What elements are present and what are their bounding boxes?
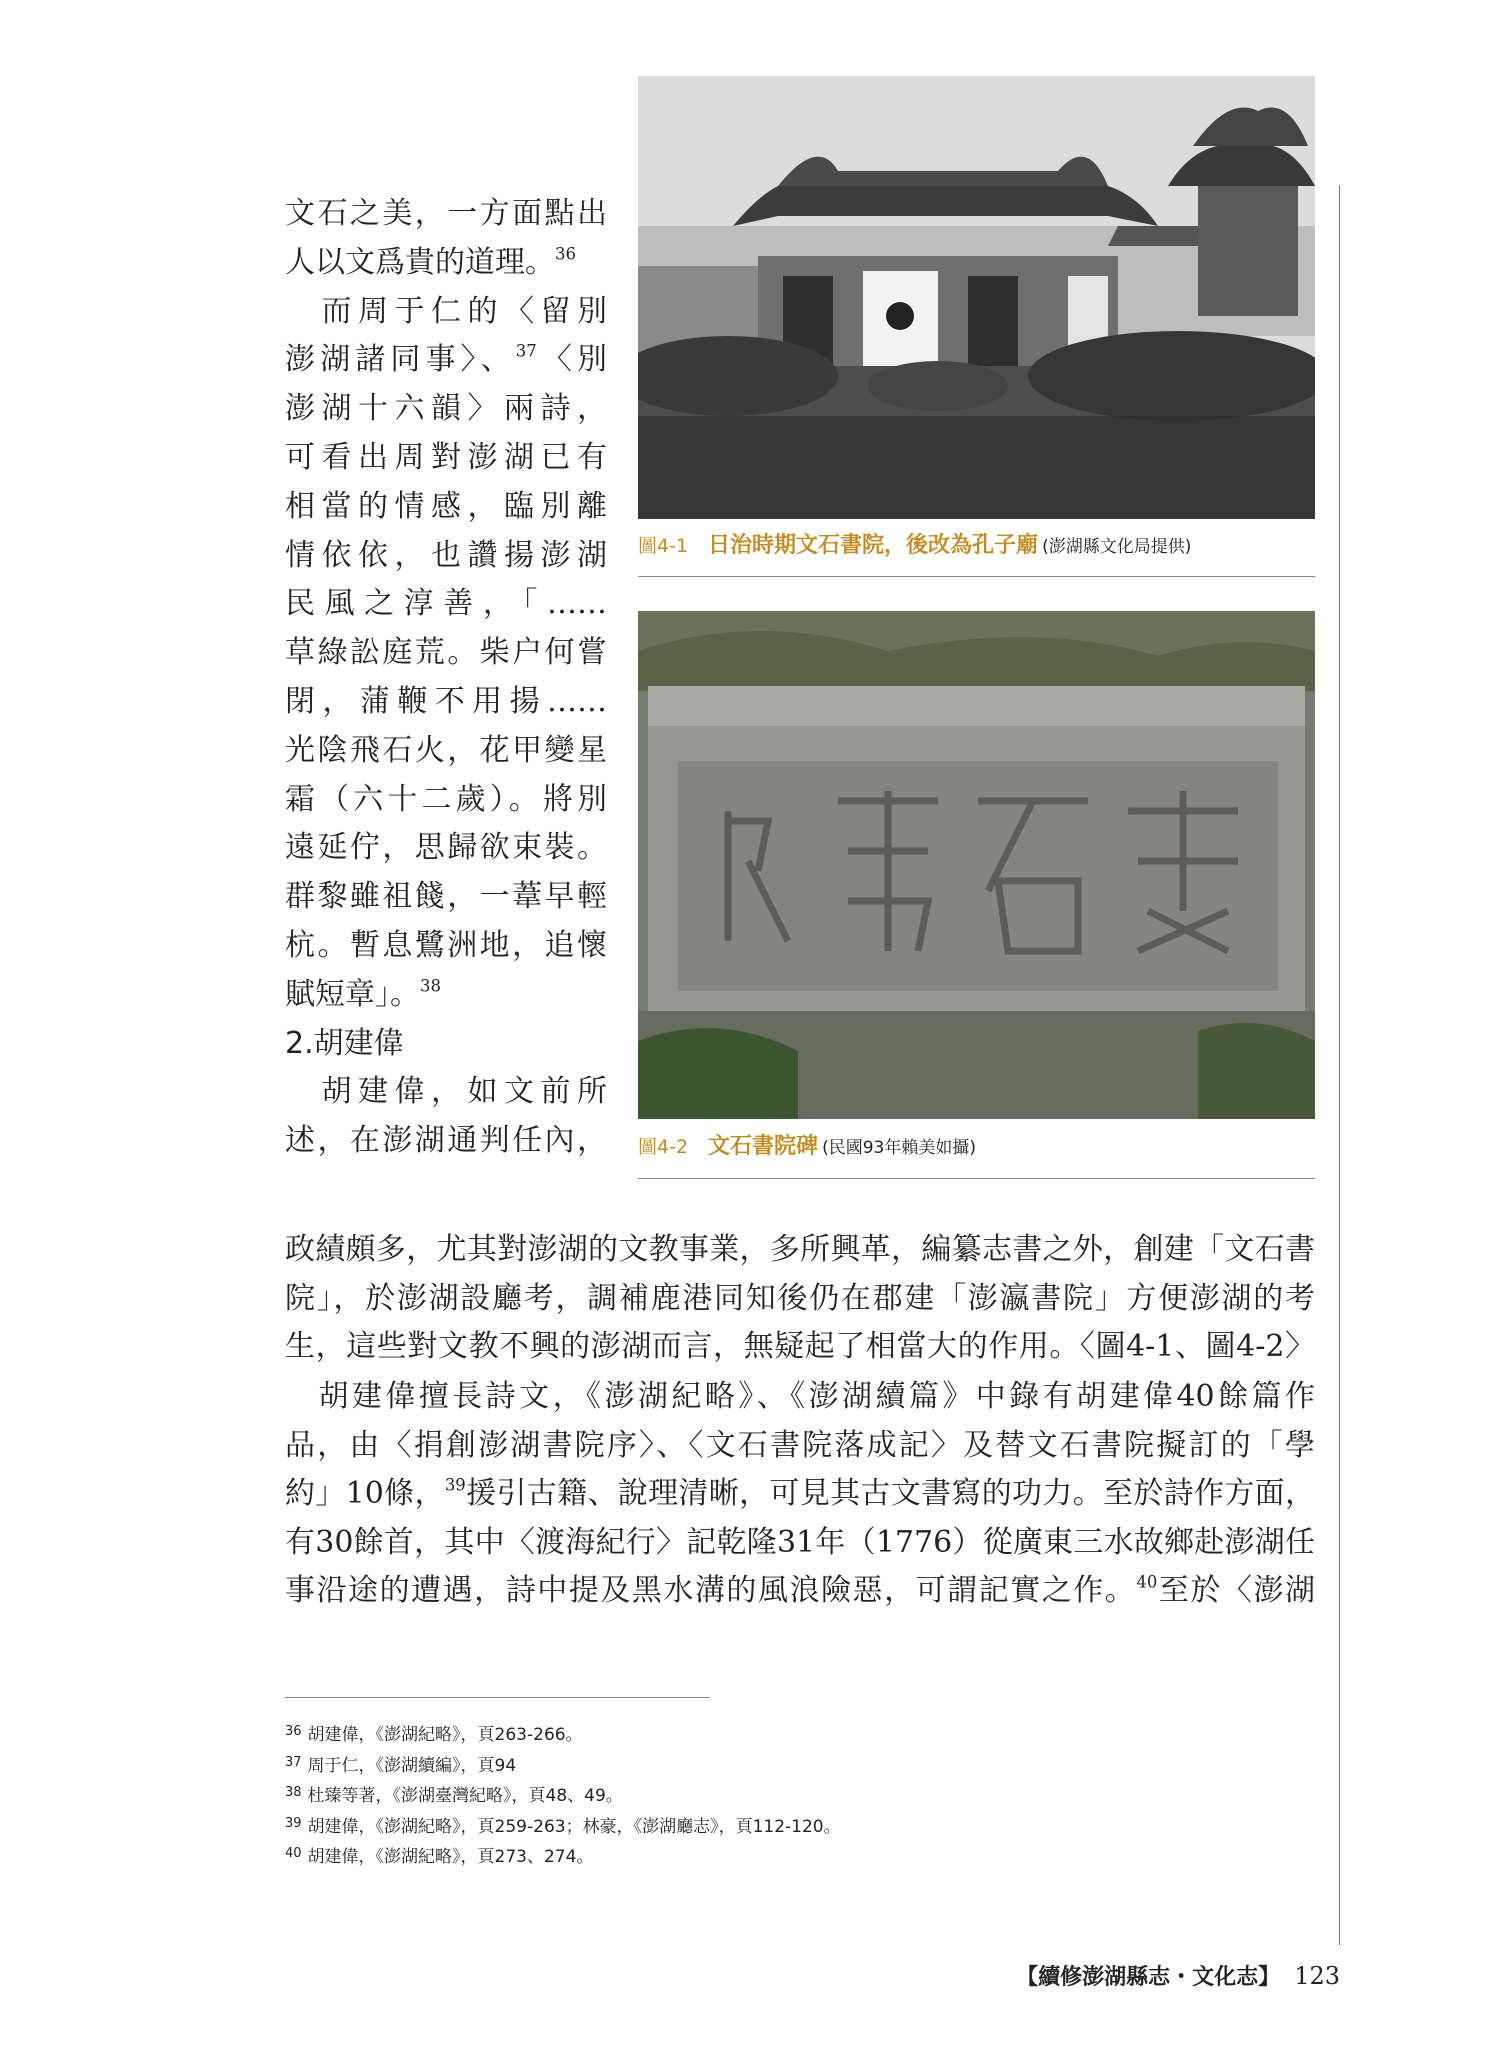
caption-rule: [638, 576, 1315, 577]
footnote-ref: 37: [515, 342, 537, 362]
page-footer: [1016, 1960, 1340, 1991]
footnote-ref: 38: [420, 976, 441, 996]
column-line: 澎湖諸同事〉、$^{37}$〈別: [285, 342, 608, 378]
footnote: $^{38}$ 杜臻等著，《澎湖臺灣紀略》，頁48、49。: [285, 1785, 623, 1806]
body-paragraph-1: [285, 1226, 1315, 1372]
figure-4-1-photo: [638, 76, 1315, 519]
caption-rule: [638, 1178, 1315, 1179]
column-line: 澎湖十六韻〉兩詩，: [285, 391, 607, 427]
footnote-ref: 39: [444, 1475, 466, 1495]
column-line: 霜（六十二歲）。將別: [285, 781, 607, 817]
figure-title: 文石書院碑: [708, 1134, 819, 1159]
column-line: 述，在澎湖通判任內，: [285, 1123, 607, 1159]
footnote: $^{37}$ 周于仁，《澎湖續編》，頁94: [285, 1754, 517, 1776]
column-line: 閉，蒲鞭不用揚……: [285, 683, 607, 719]
figure-4-1-caption: [638, 528, 1191, 559]
column-line: 情依依，也讚揚澎湖: [285, 537, 607, 573]
column-line: 杭。暫息鷺洲地，追懷: [285, 927, 607, 963]
footnote-ref: 36: [555, 244, 576, 264]
column-line: 文石之美，一方面點出: [285, 196, 607, 231]
figure-credit: (民國93年賴美如攝): [822, 1138, 976, 1158]
paragraph-line: 生，這些對文教不興的澎湖而言，無疑起了相當大的作用。〈圖4-1、圖4-2〉: [285, 1329, 1315, 1365]
figure-title: 日治時期文石書院，後改為孔子廟: [708, 533, 1039, 558]
body-paragraph-2: [285, 1373, 1315, 1616]
column-line: 相當的情感，臨別離: [285, 488, 607, 524]
figure-number: 圖4-1: [638, 535, 689, 557]
footnote: $^{40}$ 胡建偉，《澎湖紀略》，頁273、274。: [285, 1846, 594, 1867]
book-title: 【續修澎湖縣志・文化志】: [1016, 1964, 1281, 1990]
paragraph-line: 有30餘首，其中〈渡海紀行〉記乾隆31年（1776）從廣東三水故鄉赴澎湖任: [285, 1524, 1315, 1560]
paragraph-line: 胡建偉擅長詩文，《澎湖紀略》、《澎湖續篇》中錄有胡建偉40餘篇作: [285, 1379, 1315, 1414]
footnote-rule: [285, 1697, 710, 1698]
column-line: 可看出周對澎湖已有: [285, 439, 607, 475]
figure-number: 圖4-2: [638, 1136, 689, 1158]
footnote-ref: 40: [1136, 1573, 1158, 1592]
margin-rule: [1339, 185, 1340, 1945]
footnotes: [285, 1720, 841, 1873]
figure-4-2-photo: [638, 611, 1315, 1119]
footnote: $^{39}$ 胡建偉，《澎湖紀略》，頁259-263；林豪，《澎湖廳志》，頁112-120。: [285, 1815, 841, 1837]
column-line: 人以文爲貴的道理。$^{36}$: [285, 244, 576, 280]
column-line: 群黎雖祖餞，一葦早輕: [285, 879, 607, 915]
column-line: 光陰飛石火，花甲變星: [285, 732, 607, 768]
column-line: 賦短章」。$^{38}$: [285, 976, 441, 1012]
column-line: 草綠訟庭荒。柴户何嘗: [285, 635, 607, 671]
paragraph-line: 事沿途的遭遇，詩中提及黑水溝的風浪險惡，可謂記實之作。$^{40}$至於〈澎湖: [285, 1573, 1315, 1609]
column-line: 遠延佇，思歸欲束裝。: [285, 830, 607, 866]
poem-column: [285, 190, 607, 1166]
paragraph-line: 品，由〈捐創澎湖書院序〉、〈文石書院落成記〉及替文石書院擬訂的「學: [285, 1427, 1315, 1463]
column-line: 民風之淳善，「……: [285, 586, 607, 622]
page-number: 123: [1294, 1962, 1340, 1990]
figure-credit: (澎湖縣文化局提供): [1042, 537, 1192, 557]
paragraph-line: 政績頗多，尤其對澎湖的文教事業，多所興革，編纂志書之外，創建「文石書: [285, 1232, 1315, 1267]
figure-4-2-caption: [638, 1129, 976, 1160]
paragraph-line: 院」，於澎湖設廳考，調補鹿港同知後仍在郡建「澎瀛書院」方便澎湖的考: [285, 1280, 1315, 1316]
section-heading: 2.胡建偉: [285, 1025, 404, 1061]
column-line: 胡建偉，如文前所: [285, 1074, 607, 1110]
column-line: 而周于仁的〈留別: [285, 293, 607, 329]
paragraph-line: 約」10條，$^{39}$援引古籍、說理清晰，可見其古文書寫的功力。至於詩作方面，: [285, 1475, 1315, 1512]
footnote: $^{36}$ 胡建偉，《澎湖紀略》，頁263-266。: [285, 1724, 583, 1745]
